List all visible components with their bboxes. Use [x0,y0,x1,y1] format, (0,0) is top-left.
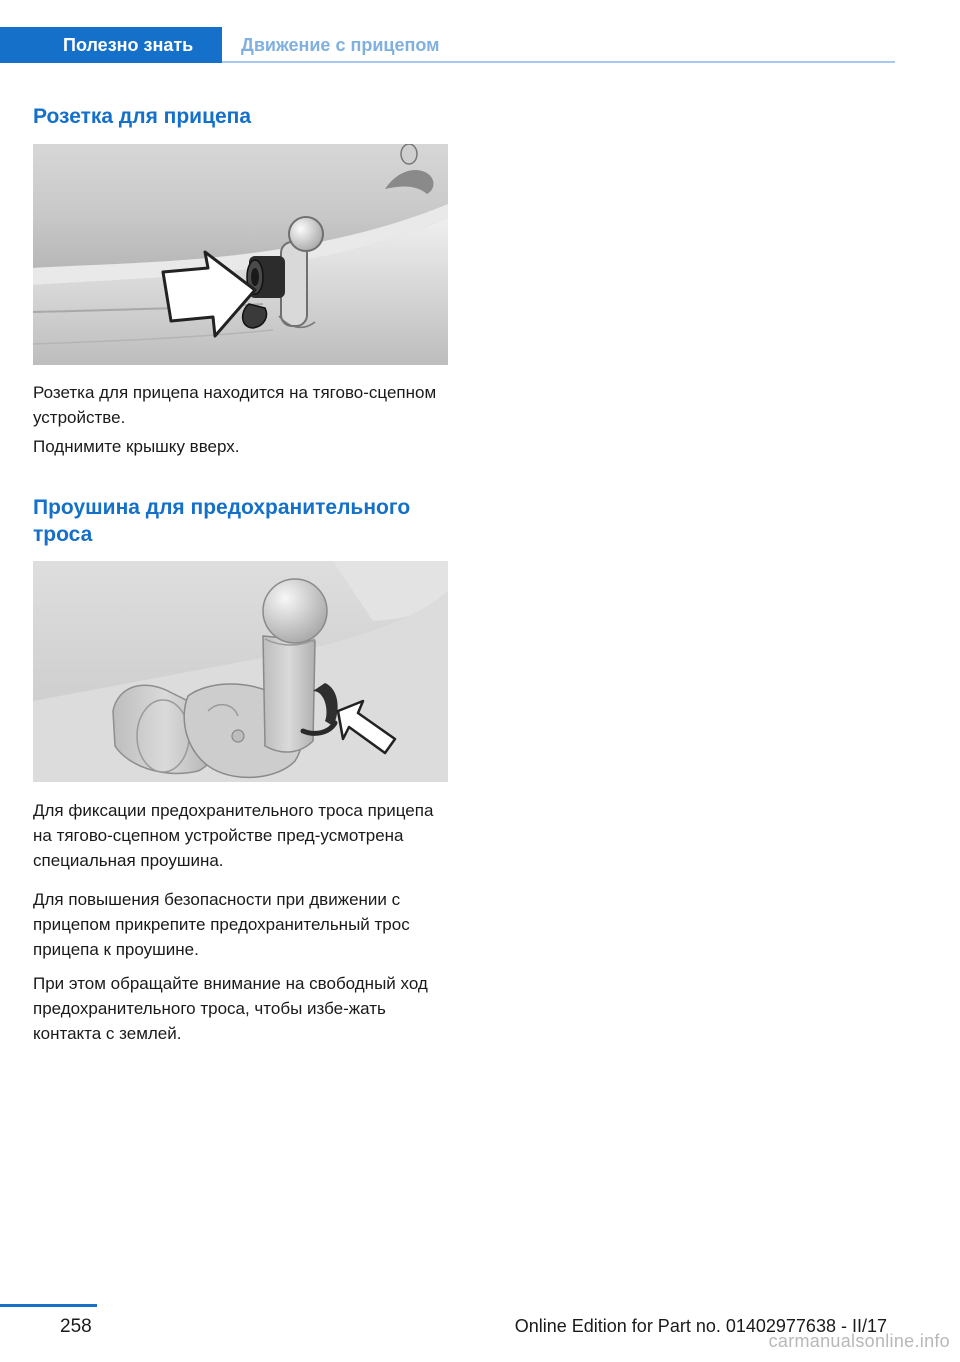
footer-divider [0,1304,97,1307]
paragraph-cable-slack: При этом обращайте внимание на свободный ход предохранительного троса, чтобы избе-жать контакта с землей. [33,974,428,1043]
header-divider [222,61,895,63]
tab-active[interactable] [0,27,222,63]
section-title-eyelet: Проушина для предохранительного троса [33,496,411,546]
figure-trailer-socket [33,144,448,365]
figure-safety-eyelet [33,561,448,782]
paragraph-lift-cover: Поднимите крышку вверх. [33,437,240,456]
tab-inactive-label: Движение с прицепом [241,34,440,55]
page-number: 258 [60,1316,92,1337]
section-title-socket: Розетка для прицепа [33,105,252,128]
tab-inactive[interactable] [241,27,439,63]
edition-note: Online Edition for Part no. 01402977638 - II/17 [514,1316,887,1336]
tab-active-label: Полезно знать [63,34,194,55]
paragraph-eyelet-purpose: Для фиксации предохранительного троса прицепа на тягово-сцепном устройстве пред-усмотрена специальная проушина. [33,801,434,870]
watermark: carmanualsonline.info [768,1331,950,1351]
paragraph-socket-location: Розетка для прицепа находится на тягово-сцепном устройстве. [33,383,437,427]
paragraph-attach-cable: Для повышения безопасности при движении с прицепом прикрепите предохранительный трос прицепа к проушине. [33,890,410,959]
